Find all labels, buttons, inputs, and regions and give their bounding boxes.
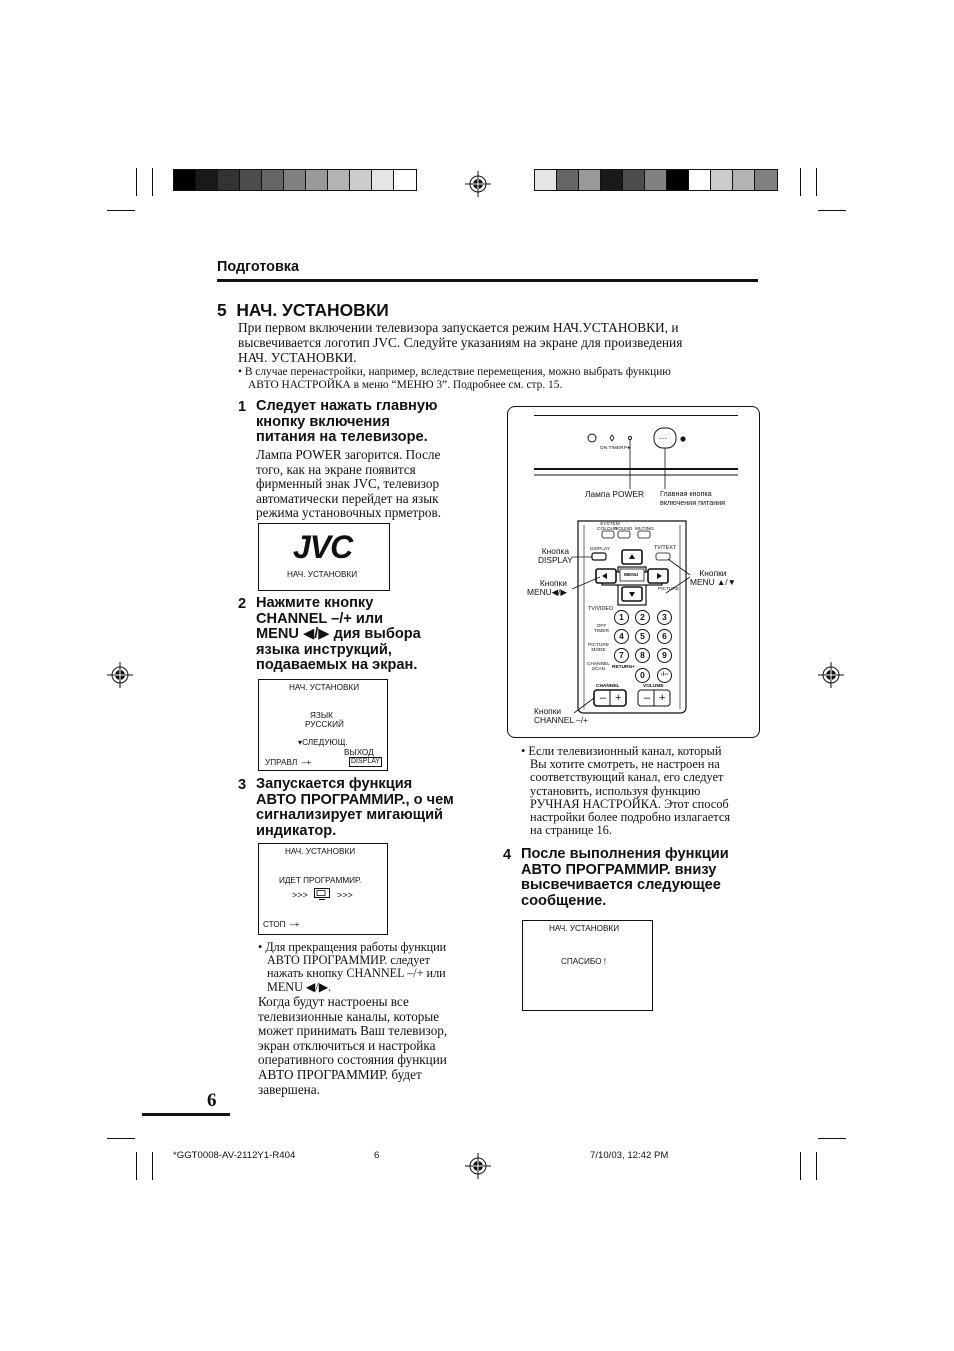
- footer-left: *GGT0008-AV-2112Y1-R404: [173, 1150, 296, 1161]
- step-head-line: Запускается функция: [256, 776, 413, 792]
- step-body-line: телевизионные каналы, которые: [258, 1008, 440, 1024]
- step-head-line: MENU ◀/▶ дия выбора: [256, 626, 421, 643]
- strip-right-swatch: [601, 170, 623, 190]
- volume-plus: +: [659, 692, 666, 704]
- step-head-line: индикатор.: [256, 822, 337, 839]
- tv-remote-diagram: [507, 406, 760, 738]
- picture-mode-label: [588, 643, 609, 653]
- strip-left-swatch: [240, 170, 262, 190]
- step-1-number: 1: [238, 399, 247, 415]
- next-option: ▾СЛЕДУЮЩ.: [298, 738, 348, 747]
- intro-note-line: • В случае перенастройки, например, вследствие перемещения, можно выбрать функцию: [238, 366, 671, 378]
- step-head-line: питания на телевизоре.: [256, 429, 428, 446]
- digit-0-button: 0: [635, 668, 650, 683]
- label-line: PICTURE: [588, 643, 610, 648]
- step-body-line: оперативного состояния функции: [258, 1052, 447, 1068]
- step-head-line: Нажмите кнопку: [256, 595, 374, 611]
- step-2-heading: [256, 596, 421, 674]
- note-line: нажать кнопку CHANNEL –/+ или: [267, 966, 446, 981]
- note-line: на странице 16.: [530, 823, 612, 838]
- intro-note: [238, 366, 671, 392]
- step-body-line: Когда будут настроены все: [258, 994, 409, 1009]
- step-head-line: После выполнения функции: [521, 846, 729, 862]
- tv-icon: [314, 888, 330, 900]
- step-3-heading: [256, 777, 454, 839]
- display-button-callout: [538, 547, 573, 566]
- digit-dash-button: -/--: [657, 668, 672, 683]
- label-line: MODE: [591, 648, 606, 653]
- display-button-icon: DISPLAY: [351, 758, 381, 765]
- footer-right: 7/10/03, 12:42 PM: [590, 1150, 669, 1161]
- label-line: Главная кнопка: [660, 489, 712, 498]
- step-head-line: АВТО ПРОГРАММИР. внизу: [521, 861, 717, 878]
- digit-5-button: 5: [635, 629, 650, 644]
- channel-plus: +: [615, 692, 622, 704]
- step-body-line: экран отключиться и настройка: [258, 1037, 436, 1053]
- strip-right-swatch: [733, 170, 755, 190]
- step-head-line: сигнализирует мигающий: [256, 807, 444, 824]
- volume-remote-label: VOLUME: [643, 684, 664, 689]
- note-line: соответствующий канал, его следует: [530, 770, 724, 785]
- strip-right-swatch: [667, 170, 689, 190]
- control-label: [265, 758, 311, 767]
- heading-number: 5: [217, 300, 227, 320]
- label-line: включения питания: [660, 497, 726, 507]
- page-heading: [217, 300, 389, 321]
- screen-title: НАЧ. УСТАНОВКИ: [285, 847, 356, 856]
- arrows-left: >>>: [292, 890, 308, 900]
- language-label: ЯЗЫК: [310, 711, 333, 720]
- step-head-line: кнопку включения: [256, 413, 390, 430]
- sound-label: SOUND: [615, 527, 633, 532]
- step-body-line: завершена.: [258, 1081, 320, 1097]
- step-head-line: высвечивается следующее: [521, 877, 721, 894]
- step-1-heading: [256, 399, 437, 446]
- tv-text-label: TV/TEXT: [654, 545, 677, 551]
- screen-caption: НАЧ. УСТАНОВКИ: [287, 570, 358, 579]
- strip-left-swatch: [394, 170, 416, 190]
- return-label: RETURN+: [612, 665, 635, 670]
- lamp-power-label: Лампа POWER: [585, 489, 645, 499]
- control-text: УПРАВЛ: [265, 758, 298, 767]
- label-line: CHANNEL –/+: [534, 715, 588, 726]
- step-body-line: автоматически перейдет на язык: [256, 490, 439, 506]
- off-timer-label: [594, 624, 609, 634]
- volume-minus: –: [644, 692, 651, 704]
- label-line: SCAN: [591, 667, 606, 672]
- digit-7-button: 7: [614, 648, 629, 663]
- note-line: АВТО ПРОГРАММИР. следует: [267, 953, 430, 968]
- channel-scan-label: [587, 662, 610, 672]
- step-head-line: Следует нажать главную: [256, 398, 438, 414]
- step-body-line: Лампа POWER загорится. После: [256, 447, 441, 462]
- note-line: Вы хотите смотреть, не настроен на: [530, 757, 720, 772]
- color-strip-left: [173, 169, 417, 191]
- strip-left-swatch: [350, 170, 372, 190]
- step-3-number: 3: [238, 777, 247, 793]
- strip-left-swatch: [284, 170, 306, 190]
- channel-remote-label: CHANNEL: [596, 684, 620, 689]
- tv-video-label: TV/VIDEO: [588, 606, 614, 612]
- digit-4-button: 4: [614, 629, 629, 644]
- digit-6-button: 6: [657, 629, 672, 644]
- intro-line: НАЧ. УСТАНОВКИ.: [238, 349, 357, 365]
- label-line: CHANNEL: [587, 662, 610, 667]
- strip-left-swatch: [306, 170, 328, 190]
- step-body-line: АВТО ПРОГРАММИР. будет: [258, 1066, 422, 1082]
- note-line: • Если телевизионный канал, который: [521, 744, 722, 758]
- heading-title: НАЧ. УСТАНОВКИ: [236, 300, 389, 320]
- label-line: DISPLAY: [538, 555, 573, 566]
- step-body-line: режима установочных прметров.: [256, 505, 442, 521]
- note-line: установить, используя функцию: [530, 783, 701, 798]
- label-line: Кнопки: [699, 568, 727, 578]
- thanks-message: СПАСИБО !: [561, 957, 607, 966]
- registration-mark-icon: [465, 171, 491, 197]
- channel-callout: [534, 707, 588, 726]
- digit-1-button: 1: [614, 610, 629, 625]
- note-line: • Для прекращения работы функции: [258, 940, 447, 954]
- step-1-body: [256, 448, 441, 521]
- system-label: SYSTEM: [600, 522, 620, 527]
- label-line: Кнопки: [534, 706, 562, 716]
- stop-label: [263, 920, 299, 929]
- step-body-line: того, как на экране появится: [256, 461, 416, 477]
- program-status: ИДЕТ ПРОГРАММИР.: [279, 876, 362, 885]
- strip-right-swatch: [711, 170, 733, 190]
- strip-left-swatch: [262, 170, 284, 190]
- intro-note-line: АВТО НАСТРОЙКА в меню “МЕНЮ 3”. Подробнее см. стр. 15.: [248, 379, 563, 392]
- stop-text: СТОП: [263, 920, 286, 929]
- intro-line: высвечивается логотип JVC. Следуйте указаниям на экране для произведения: [238, 334, 683, 350]
- step-4-heading: [521, 847, 729, 909]
- jvc-logo: JVC: [293, 529, 353, 565]
- menu-lr-callout: [527, 579, 567, 598]
- step-body-line: может принимать Ваш телевизор,: [258, 1023, 448, 1039]
- note-line: MENU ◀/▶.: [267, 979, 332, 994]
- digit-2-button: 2: [635, 610, 650, 625]
- strip-left-swatch: [328, 170, 350, 190]
- label-line: MENU◀/▶: [527, 587, 567, 598]
- step-head-line: сообщение.: [521, 892, 607, 909]
- screen-title: НАЧ. УСТАНОВКИ: [289, 683, 360, 692]
- section-title: Подготовка: [217, 259, 300, 275]
- color-strip-right: [534, 169, 778, 191]
- menu-center-label: MENU: [624, 573, 639, 578]
- step-3-note: [258, 941, 446, 994]
- label-line: MENU ▲/▼: [690, 577, 736, 588]
- digit-8-button: 8: [635, 648, 650, 663]
- strip-right-swatch: [645, 170, 667, 190]
- arrows-right: >>>: [337, 890, 353, 900]
- footer-center: 6: [374, 1150, 380, 1161]
- label-line: TIMER: [594, 629, 609, 634]
- screen-title: НАЧ. УСТАНОВКИ: [549, 924, 620, 933]
- section-rule: [217, 279, 758, 282]
- exit-label: ВЫХОД: [344, 748, 374, 757]
- strip-left-swatch: [174, 170, 196, 190]
- label-line: Кнопка: [541, 546, 569, 556]
- strip-left-swatch: [372, 170, 394, 190]
- arrow-right-icon: –+: [301, 758, 312, 767]
- colour-label: COLOUR: [597, 527, 618, 532]
- label-line: OFF: [596, 624, 607, 629]
- jvc-logo-screen: [258, 523, 390, 591]
- note-line: РУЧНАЯ НАСТРОЙКА. Этот способ: [530, 796, 729, 811]
- note-line: настройки более подробно излагается: [530, 810, 731, 825]
- intro-text: [238, 321, 682, 365]
- power-indicator-label: P●: [624, 446, 631, 451]
- thanks-screen: [522, 920, 653, 1011]
- display-remote-label: DISPLAY: [590, 547, 610, 552]
- strip-right-swatch: [755, 170, 777, 190]
- right-note: [521, 745, 730, 837]
- registration-mark-icon: [465, 1153, 491, 1179]
- step-head-line: языка инструкций,: [256, 641, 392, 658]
- step-4-number: 4: [503, 847, 512, 863]
- strip-right-swatch: [557, 170, 579, 190]
- step-head-line: CHANNEL –/+ или: [256, 610, 384, 627]
- page-number-rule: [142, 1113, 230, 1116]
- registration-mark-icon: [107, 662, 133, 688]
- intro-line: При первом включении телевизора запускается режим НАЧ.УСТАНОВКИ, и: [238, 320, 679, 335]
- on-timer-label: ON TIMER: [600, 446, 624, 451]
- digit-3-button: 3: [657, 610, 672, 625]
- digit-9-button: 9: [657, 648, 672, 663]
- svg-text:···: ···: [659, 434, 667, 443]
- step-body-line: фирменный знак JVC, телевизор: [256, 476, 440, 492]
- strip-right-swatch: [579, 170, 601, 190]
- strip-right-swatch: [623, 170, 645, 190]
- language-value: РУССКИЙ: [305, 720, 344, 729]
- registration-mark-icon: [818, 662, 844, 688]
- strip-left-swatch: [196, 170, 218, 190]
- auto-program-screen: [258, 843, 388, 935]
- muting-label: MUTING: [635, 527, 654, 532]
- strip-right-swatch: [689, 170, 711, 190]
- step-head-line: подаваемых на экран.: [256, 657, 418, 674]
- language-screen: [258, 679, 388, 771]
- strip-left-swatch: [218, 170, 240, 190]
- step-head-line: АВТО ПРОГРАММИР., о чем: [256, 791, 454, 808]
- page-number: 6: [207, 1090, 217, 1111]
- step-2-number: 2: [238, 596, 247, 612]
- channel-minus: –: [600, 692, 607, 704]
- label-line: Кнопки: [539, 578, 567, 588]
- picture-label: PICTURE: [658, 587, 680, 592]
- arrow-right-icon: –+: [290, 920, 300, 929]
- step-3-body: [258, 995, 447, 1097]
- menu-ud-callout: [690, 569, 736, 588]
- strip-right-swatch: [535, 170, 557, 190]
